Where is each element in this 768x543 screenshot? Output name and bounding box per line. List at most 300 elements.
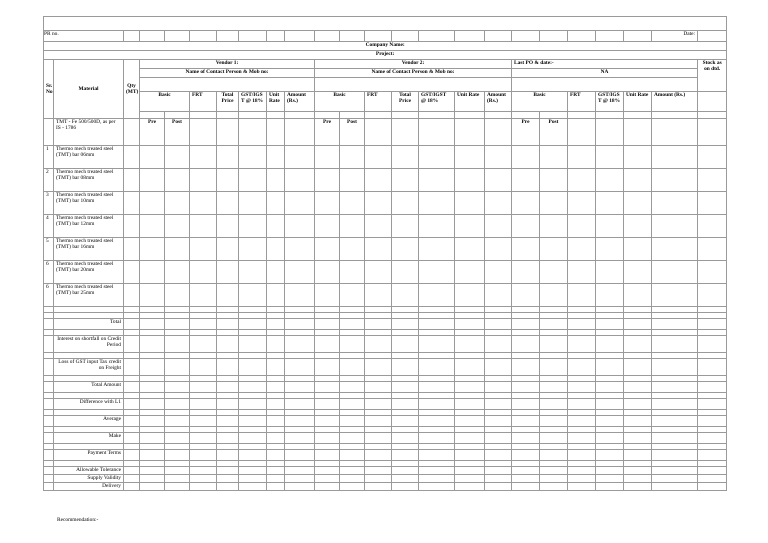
cell — [315, 261, 340, 284]
cell — [392, 238, 419, 261]
cell — [140, 31, 165, 42]
cell — [652, 146, 698, 169]
cell — [624, 215, 652, 238]
cell — [596, 416, 624, 427]
cell — [568, 238, 596, 261]
cell — [698, 31, 727, 42]
cell — [568, 215, 596, 238]
subheader-spacer — [44, 112, 727, 119]
cell — [540, 359, 568, 376]
cell — [267, 192, 285, 215]
cell — [267, 112, 285, 119]
cell — [419, 192, 455, 215]
cell — [419, 382, 455, 393]
cell — [217, 359, 239, 376]
payment-terms-row — [44, 450, 727, 461]
total-label: Total — [54, 319, 124, 330]
cell — [285, 450, 315, 461]
pr-row — [44, 31, 727, 42]
material-header: Material — [54, 60, 124, 119]
cell — [165, 475, 190, 483]
cell — [698, 475, 727, 483]
cell — [239, 382, 267, 393]
cell — [44, 359, 54, 376]
cell — [190, 319, 217, 330]
cell — [392, 382, 419, 393]
cell — [340, 399, 365, 410]
cell — [340, 192, 365, 215]
project-row — [44, 51, 727, 60]
cell — [419, 359, 455, 376]
cell — [44, 467, 54, 475]
v2-total-price-header: Total Price — [392, 92, 419, 112]
cell — [624, 433, 652, 444]
cell — [267, 238, 285, 261]
cell — [455, 192, 485, 215]
cell — [239, 433, 267, 444]
item-name: Thermo mech treated steel (TMT) bar 08mm — [54, 169, 124, 192]
cell — [217, 112, 239, 119]
cell — [124, 399, 140, 410]
cell — [512, 416, 540, 427]
item-no: 6 — [44, 284, 54, 307]
cell — [315, 319, 340, 330]
cell — [340, 319, 365, 330]
cell — [419, 475, 455, 483]
cell — [540, 336, 568, 353]
cell — [44, 450, 54, 461]
cell — [239, 112, 267, 119]
cell — [365, 119, 392, 146]
cell — [698, 433, 727, 444]
cell — [596, 467, 624, 475]
cell — [512, 382, 540, 393]
payment-terms-label: Payment Terms — [54, 450, 124, 461]
stock-cell — [698, 92, 727, 112]
cell — [365, 382, 392, 393]
cell — [140, 112, 165, 119]
cell — [267, 467, 285, 475]
cell — [267, 215, 285, 238]
cell — [239, 215, 267, 238]
cell — [267, 146, 285, 169]
cell — [392, 284, 419, 307]
last-po-label: Last PO & date:- — [512, 60, 698, 69]
cell — [455, 112, 485, 119]
cell — [596, 119, 624, 146]
v3-unit-rate-header: Unit Rate — [624, 92, 652, 112]
item-no: 3 — [44, 192, 54, 215]
cell — [568, 416, 596, 427]
cell — [568, 146, 596, 169]
v3-amount-header: Amount (Rs.) — [652, 92, 698, 112]
cell — [340, 467, 365, 475]
cell — [624, 382, 652, 393]
cell — [124, 261, 140, 284]
column-header-row — [44, 92, 727, 112]
make-label: Make — [54, 433, 124, 444]
average-label: Average — [54, 416, 124, 427]
cell — [267, 359, 285, 376]
cell — [512, 261, 540, 284]
company-name-label: Company Name: — [44, 42, 727, 51]
cell — [315, 215, 340, 238]
cell — [624, 336, 652, 353]
cell — [239, 359, 267, 376]
delivery-row — [44, 483, 727, 491]
cell — [485, 215, 512, 238]
cell — [652, 336, 698, 353]
cell — [392, 416, 419, 427]
cell — [540, 450, 568, 461]
cell — [190, 238, 217, 261]
cell — [365, 238, 392, 261]
cell — [392, 319, 419, 330]
qty-header: Qty (MT) — [124, 60, 140, 119]
cell — [596, 215, 624, 238]
cell — [365, 475, 392, 483]
cell — [624, 319, 652, 330]
comparison-sheet — [43, 16, 727, 491]
cell — [596, 433, 624, 444]
cell — [190, 146, 217, 169]
cell — [124, 146, 140, 169]
cell — [596, 112, 624, 119]
cell — [652, 359, 698, 376]
cell — [217, 319, 239, 330]
cell — [124, 119, 140, 146]
cell — [239, 119, 267, 146]
cell — [652, 112, 698, 119]
cell — [365, 399, 392, 410]
cell — [267, 382, 285, 393]
cell — [455, 399, 485, 410]
cell — [285, 192, 315, 215]
cell — [340, 433, 365, 444]
cell — [596, 336, 624, 353]
cell — [340, 146, 365, 169]
cell — [124, 31, 140, 42]
v1-amount-header: Amount (Rs.) — [285, 92, 315, 112]
cell — [44, 119, 54, 146]
cell — [540, 112, 568, 119]
cell — [124, 319, 140, 330]
v3-pre-label: Pre — [512, 119, 540, 146]
cell — [624, 450, 652, 461]
vendor-2-title: Vendor 2: — [315, 60, 512, 69]
cell — [698, 450, 727, 461]
cell — [165, 112, 190, 119]
cell — [140, 78, 315, 92]
cell — [652, 284, 698, 307]
cell — [190, 467, 217, 475]
cell — [239, 146, 267, 169]
cell — [540, 192, 568, 215]
v1-frt-header: FRT — [190, 92, 217, 112]
v1-gst-header: GST/IGS T @ 18% — [239, 92, 267, 112]
cell — [217, 433, 239, 444]
project-label: Project: — [44, 51, 727, 60]
cell — [698, 467, 727, 475]
cell — [315, 238, 340, 261]
cell — [365, 319, 392, 330]
cell — [698, 119, 727, 146]
v2-frt-header: FRT — [365, 92, 392, 112]
cell — [315, 433, 340, 444]
cell — [485, 238, 512, 261]
cell — [540, 483, 568, 491]
date-label: Date: — [652, 31, 698, 42]
cell — [392, 433, 419, 444]
cell — [315, 336, 340, 353]
cell — [239, 261, 267, 284]
cell — [140, 192, 165, 215]
v1-post-label: Post — [165, 119, 190, 146]
cell — [239, 192, 267, 215]
cell — [315, 450, 340, 461]
cell — [239, 450, 267, 461]
recommendation-label: Recommendation:- — [57, 517, 99, 523]
cell — [217, 416, 239, 427]
last-po-value: NA — [512, 69, 698, 78]
cell — [340, 31, 365, 42]
cell — [485, 169, 512, 192]
cell — [568, 284, 596, 307]
cell — [315, 416, 340, 427]
cell — [540, 146, 568, 169]
cell — [419, 284, 455, 307]
cell — [596, 319, 624, 330]
cell — [568, 119, 596, 146]
cell — [44, 475, 54, 483]
cell — [165, 319, 190, 330]
cell — [392, 483, 419, 491]
cell — [419, 467, 455, 475]
cell — [190, 336, 217, 353]
gst-loss-row — [44, 359, 727, 376]
item-row — [44, 169, 727, 192]
supply-label: Supply Validity — [54, 475, 124, 483]
cell — [512, 319, 540, 330]
cell — [365, 169, 392, 192]
cell — [485, 336, 512, 353]
item-no: 1 — [44, 146, 54, 169]
cell — [44, 399, 54, 410]
cell — [365, 112, 392, 119]
cell — [652, 192, 698, 215]
cell — [596, 192, 624, 215]
cell — [540, 31, 568, 42]
cell — [165, 261, 190, 284]
cell — [267, 416, 285, 427]
v2-gst-header: GST/IGST @ 18% — [419, 92, 455, 112]
v2-amount-header: Amount (Rs.) — [485, 92, 512, 112]
cell — [165, 169, 190, 192]
cell — [239, 169, 267, 192]
cell — [568, 112, 596, 119]
cell — [315, 467, 340, 475]
cell — [596, 382, 624, 393]
cell — [190, 169, 217, 192]
cell — [540, 215, 568, 238]
cell — [419, 169, 455, 192]
cell — [124, 433, 140, 444]
cell — [140, 399, 165, 410]
cell — [217, 284, 239, 307]
cell — [285, 238, 315, 261]
cell — [44, 336, 54, 353]
cell — [512, 169, 540, 192]
cell — [190, 119, 217, 146]
total-amount-row — [44, 382, 727, 393]
cell — [540, 475, 568, 483]
cell — [165, 238, 190, 261]
cell — [455, 433, 485, 444]
cell — [698, 146, 727, 169]
cell — [512, 78, 698, 92]
cell — [315, 31, 340, 42]
gst-loss-label: Loss of GST input Tax credit on Freight — [54, 359, 124, 376]
cell — [140, 169, 165, 192]
cell — [217, 382, 239, 393]
cell — [340, 416, 365, 427]
cell — [190, 215, 217, 238]
cell — [419, 119, 455, 146]
cell — [340, 261, 365, 284]
cell — [285, 483, 315, 491]
cell — [419, 238, 455, 261]
cell — [455, 261, 485, 284]
cell — [568, 261, 596, 284]
cell — [365, 146, 392, 169]
cell — [165, 359, 190, 376]
cell — [165, 467, 190, 475]
cell — [540, 399, 568, 410]
cell — [485, 483, 512, 491]
cell — [652, 319, 698, 330]
cell — [419, 450, 455, 461]
blank-cell — [44, 17, 727, 31]
supply-row — [44, 475, 727, 483]
sr-no-label: Sr. No — [46, 83, 53, 95]
cell — [455, 284, 485, 307]
v1-unit-rate-header: Unit Rate — [267, 92, 285, 112]
cell — [140, 359, 165, 376]
cell — [124, 475, 140, 483]
cell — [365, 450, 392, 461]
cell — [540, 433, 568, 444]
cell — [44, 319, 54, 330]
cell — [190, 433, 217, 444]
cell — [512, 433, 540, 444]
cell — [44, 382, 54, 393]
vendor-1-title: Vendor 1: — [140, 60, 315, 69]
cell — [340, 483, 365, 491]
cell — [624, 284, 652, 307]
cell — [568, 475, 596, 483]
item-row — [44, 215, 727, 238]
cell — [455, 467, 485, 475]
cell — [315, 359, 340, 376]
cell — [190, 475, 217, 483]
cell — [455, 382, 485, 393]
v3-gst-header: GST/IGS T @ 18% — [596, 92, 624, 112]
cell — [512, 359, 540, 376]
cell — [698, 215, 727, 238]
spec-row — [44, 119, 727, 146]
cell — [540, 284, 568, 307]
cell — [485, 359, 512, 376]
cell — [419, 215, 455, 238]
cell — [285, 467, 315, 475]
difference-row — [44, 399, 727, 410]
cell — [239, 483, 267, 491]
v3-basic-header: Basic — [512, 92, 568, 112]
cell — [596, 238, 624, 261]
cell — [512, 284, 540, 307]
cell — [165, 31, 190, 42]
cell — [140, 475, 165, 483]
cell — [392, 192, 419, 215]
cell — [455, 336, 485, 353]
cell — [568, 319, 596, 330]
cell — [190, 284, 217, 307]
cell — [365, 215, 392, 238]
cell — [624, 238, 652, 261]
cell — [596, 475, 624, 483]
cell — [140, 319, 165, 330]
cell — [239, 238, 267, 261]
cell — [652, 119, 698, 146]
item-name: Thermo mech treated steel (TMT) bar 10mm — [54, 192, 124, 215]
item-row — [44, 261, 727, 284]
cell — [217, 399, 239, 410]
cell — [340, 238, 365, 261]
cell — [419, 483, 455, 491]
cell — [624, 475, 652, 483]
cell — [596, 284, 624, 307]
cell — [455, 146, 485, 169]
cell — [239, 31, 267, 42]
cell — [285, 112, 315, 119]
cell — [455, 238, 485, 261]
cell — [419, 261, 455, 284]
cell — [419, 433, 455, 444]
cell — [285, 319, 315, 330]
cell — [315, 112, 340, 119]
cell — [419, 399, 455, 410]
vendor-1-contact: Name of Contact Person & Mob no: — [140, 69, 315, 78]
cell — [698, 192, 727, 215]
cell — [217, 261, 239, 284]
cell — [124, 238, 140, 261]
cell — [124, 169, 140, 192]
total-amount-label: Total Amount — [54, 382, 124, 393]
cell — [267, 483, 285, 491]
cell — [140, 382, 165, 393]
cell — [392, 450, 419, 461]
cell — [285, 261, 315, 284]
cell — [315, 169, 340, 192]
cell — [267, 284, 285, 307]
item-no: 4 — [44, 215, 54, 238]
cell — [239, 336, 267, 353]
v3-frt-header: FRT — [568, 92, 596, 112]
cell — [624, 112, 652, 119]
cell — [698, 238, 727, 261]
cell — [512, 215, 540, 238]
cell — [140, 416, 165, 427]
